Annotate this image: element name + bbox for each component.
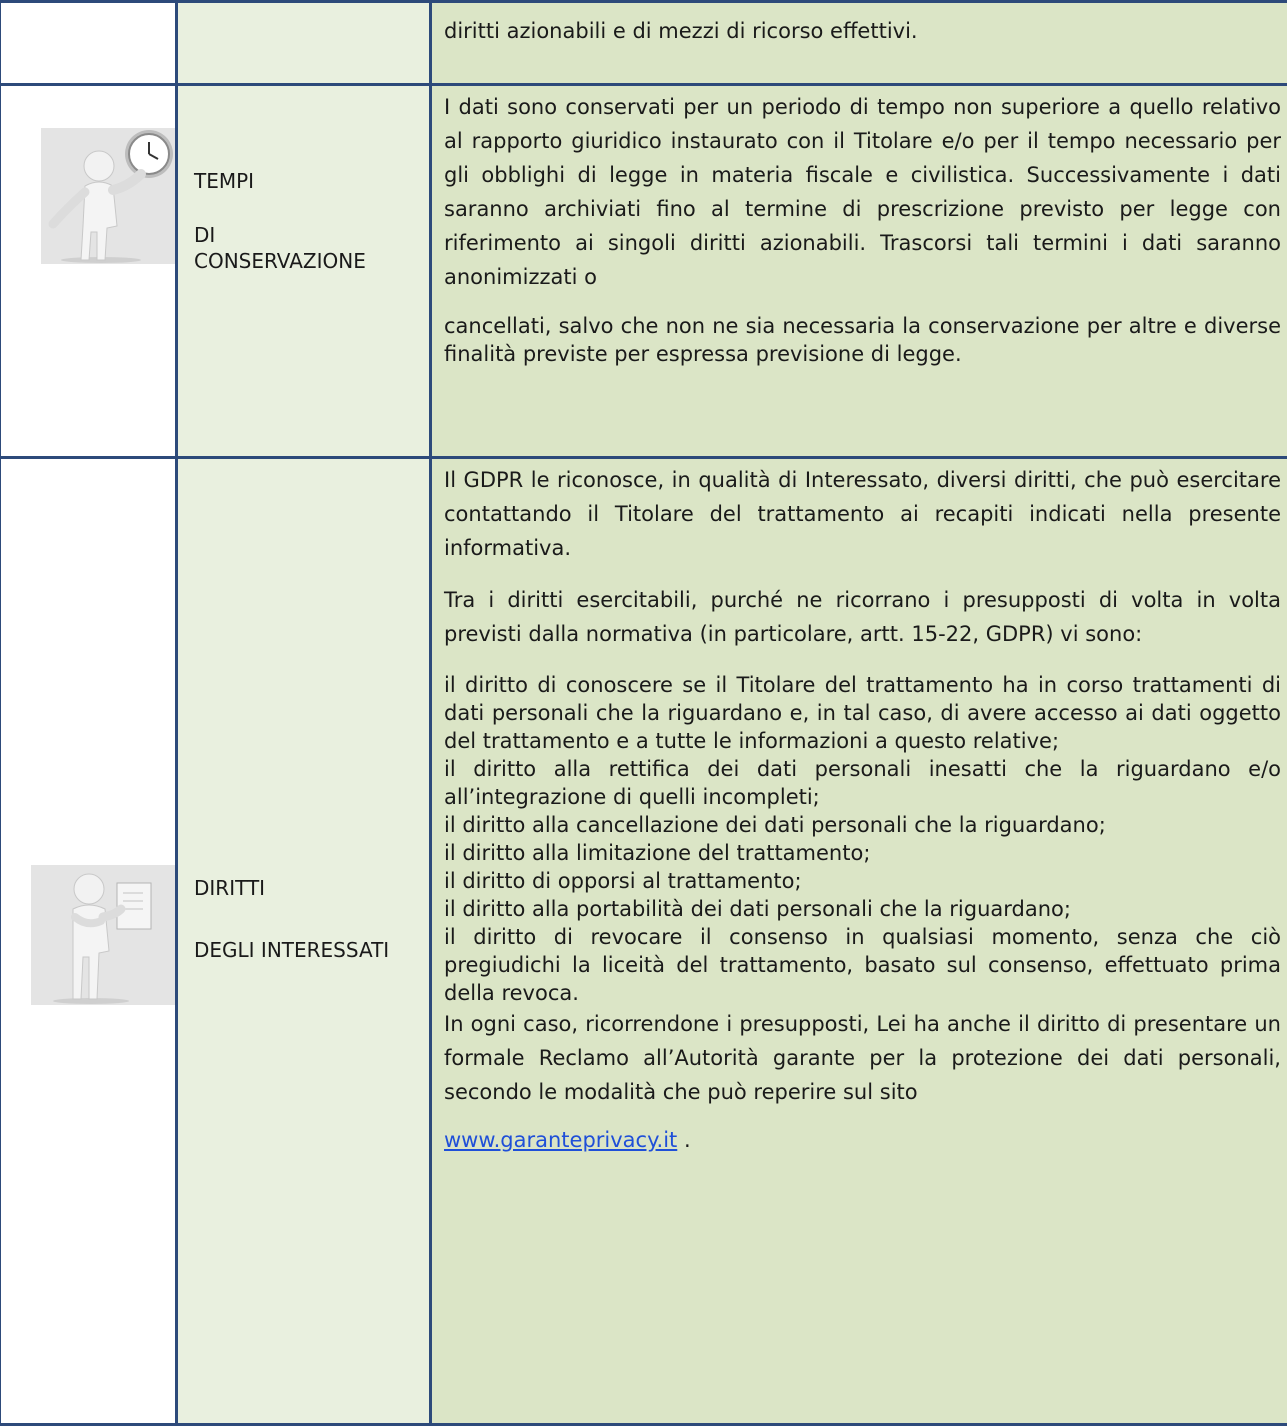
garante-privacy-link[interactable]: www.garanteprivacy.it: [444, 1128, 677, 1152]
label-cell: [177, 458, 431, 1425]
paragraph: cancellati, salvo che non ne sia necessaria la conservazione per altre e diverse finalità previste per espressa previsione di legge.: [444, 312, 1281, 368]
person-with-clock-icon: [41, 128, 175, 264]
list-item: il diritto alla limitazione del trattamento;: [444, 839, 1281, 867]
text-cell: [431, 2, 1287, 85]
label-line: DEGLI INTERESSATI: [194, 937, 429, 963]
list-item: il diritto di conoscere se il Titolare del trattamento ha in corso trattamenti di dati personali che la riguardano e, in tal caso, di avere accesso ai dati oggetto del trattamento e a tutte le informazioni a questo relative;: [444, 671, 1281, 755]
person-with-document-icon: [31, 865, 175, 1005]
link-line: [444, 1123, 1281, 1157]
label-line: TEMPI: [194, 168, 429, 194]
label-line: DIRITTI: [194, 875, 429, 901]
list-item: il diritto di opporsi al trattamento;: [444, 867, 1281, 895]
list-item: il diritto alla portabilità dei dati personali che la riguardano;: [444, 895, 1281, 923]
list-item: il diritto alla cancellazione dei dati personali che la riguardano;: [444, 811, 1281, 839]
label-line: CONSERVAZIONE: [194, 248, 429, 274]
icon-cell: [0, 458, 177, 1425]
table-row: [0, 458, 1287, 1425]
icon-cell: [0, 85, 177, 458]
paragraph: In ogni caso, ricorrendone i presupposti, Lei ha anche il diritto di presentare un formale Reclamo all’Autorità garante per la protezione dei dati personali, secondo le modalità che può reperire sul sito: [444, 1007, 1281, 1109]
label-line: DI: [194, 222, 429, 248]
icon-cell: [0, 2, 177, 85]
link-suffix: .: [677, 1128, 690, 1152]
paragraph: diritti azionabili e di mezzi di ricorso effettivi.: [444, 17, 1281, 45]
paragraph: Tra i diritti esercitabili, purché ne ricorrano i presupposti di volta in volta previsti dalla normativa (in particolare, artt. 15-22, GDPR) vi sono:: [444, 583, 1281, 651]
list-item: il diritto di revocare il consenso in qualsiasi momento, senza che ciò pregiudichi la liceità del trattamento, basato sul consenso, effettuato prima della revoca.: [444, 923, 1281, 1007]
table-row: [0, 85, 1287, 458]
text-cell: [431, 458, 1287, 1425]
list-item: il diritto alla rettifica dei dati personali inesatti che la riguardano e/o all’integrazione di quelli incompleti;: [444, 755, 1281, 811]
paragraph: Il GDPR le riconosce, in qualità di Interessato, diversi diritti, che può esercitare contattando il Titolare del trattamento ai recapiti indicati nella presente informativa.: [444, 463, 1281, 565]
label-cell: [177, 85, 431, 458]
table-row: [0, 2, 1287, 85]
text-cell: [431, 85, 1287, 458]
label-cell: [177, 2, 431, 85]
paragraph: I dati sono conservati per un periodo di tempo non superiore a quello relativo al rapporto giuridico instaurato con il Titolare e/o per il tempo necessario per gli obblighi di legge in materia fiscale e civilistica. Successivamente i dati saranno archiviati fino al termine di prescrizione previsto per legge con riferimento ai singoli diritti azionabili. Trascorsi tali termini i dati saranno anonimizzati o: [444, 90, 1281, 294]
